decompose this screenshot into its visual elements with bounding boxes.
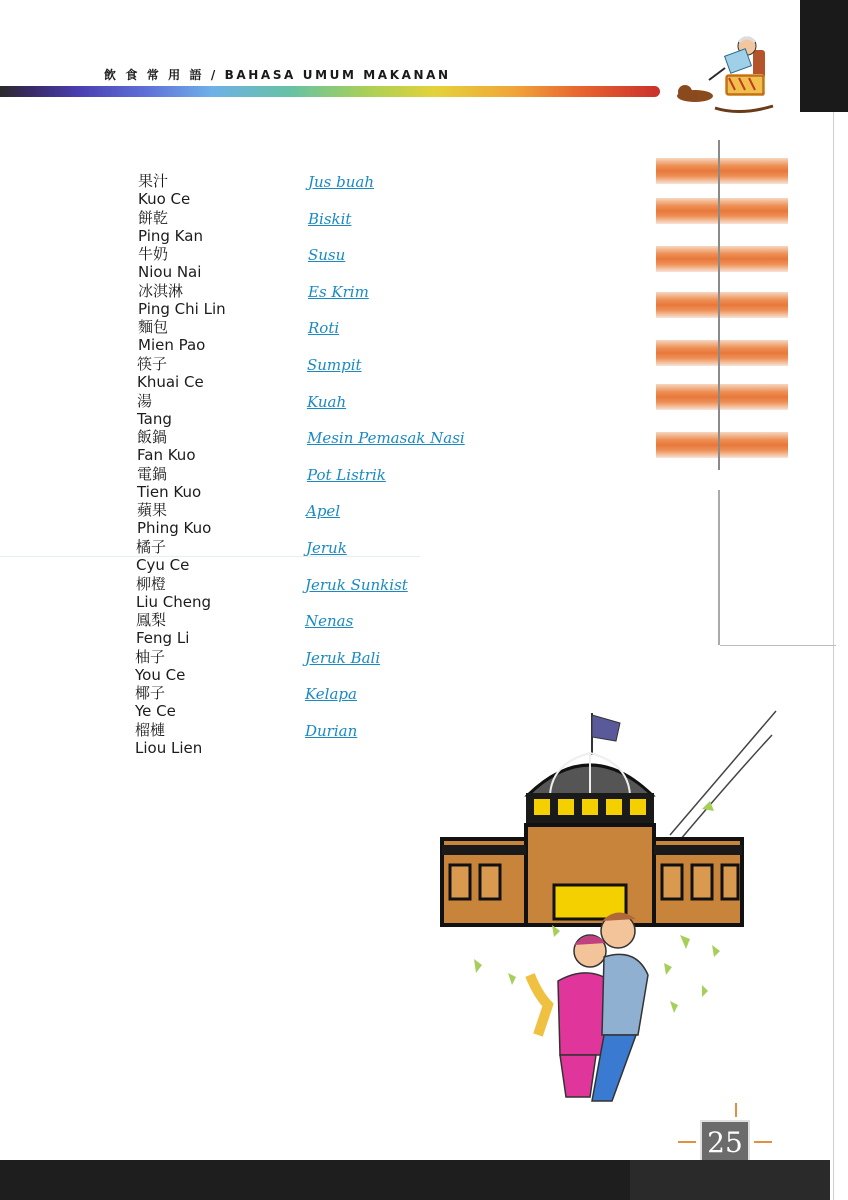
rainbow-header-bar: [0, 86, 660, 97]
right-edge-line: [833, 112, 834, 1200]
pinyin-term: Niou Nai: [138, 263, 202, 282]
pinyin-term: Tang: [137, 409, 172, 428]
malay-term: Roti: [308, 319, 340, 338]
list-item: [0, 538, 620, 575]
list-item: [0, 611, 620, 648]
orange-stripe-2: [656, 198, 788, 224]
page-number-tick-left: [678, 1141, 696, 1143]
list-item: [0, 282, 620, 319]
list-item: [0, 648, 620, 685]
list-item: [0, 501, 620, 538]
list-item: [0, 428, 620, 465]
pinyin-term: Ping Kan: [138, 226, 203, 245]
malay-term: Kuah: [307, 392, 347, 411]
page-number-tick-top: [735, 1103, 737, 1117]
stripe-vertical-line: [718, 140, 720, 470]
building-couple-illustration: [440, 705, 780, 1110]
pinyin-term: Cyu Ce: [136, 555, 190, 574]
page-number: 25: [700, 1120, 750, 1164]
chinese-term: 餅乾: [138, 208, 169, 227]
list-item: [0, 318, 620, 355]
list-item: [0, 392, 620, 429]
malay-term: Jus buah: [308, 173, 375, 191]
pinyin-term: Ye Ce: [135, 702, 176, 721]
orange-stripe-1: [656, 158, 788, 184]
chinese-term: 麵包: [138, 318, 169, 337]
malay-term: Jeruk Bali: [305, 648, 381, 667]
page-number-tick-right: [754, 1141, 772, 1143]
malay-term: Mesin Pemasak Nasi: [307, 429, 465, 448]
orange-stripe-6: [656, 384, 788, 410]
pinyin-term: Khuai Ce: [137, 372, 204, 391]
pinyin-term: Ping Chi Lin: [138, 299, 226, 318]
chinese-term: 筷子: [137, 354, 168, 373]
malay-term: Jeruk: [306, 538, 347, 557]
malay-term: Jeruk Sunkist: [305, 575, 408, 594]
chinese-term: 榴槤: [135, 720, 166, 739]
pinyin-term: Fan Kuo: [137, 446, 196, 465]
page-header-title: 飲 食 常 用 語 / BAHASA UMUM MAKANAN: [104, 68, 451, 82]
pinyin-term: Phing Kuo: [137, 519, 212, 538]
chinese-term: 牛奶: [138, 245, 169, 264]
orange-stripe-7: [656, 432, 788, 458]
pinyin-term: Feng Li: [136, 629, 190, 648]
malay-term: Nenas: [305, 612, 354, 631]
chinese-term: 蘋果: [137, 501, 168, 520]
pinyin-term: Liu Cheng: [136, 592, 212, 611]
right-horizontal-line: [720, 645, 836, 646]
pinyin-term: You Ce: [135, 665, 186, 684]
chinese-term: 柳橙: [136, 574, 167, 593]
orange-stripe-3: [656, 246, 788, 272]
malay-term: Susu: [308, 246, 346, 265]
orange-stripe-4: [656, 292, 788, 318]
pinyin-term: Kuo Ce: [138, 190, 191, 208]
lower-vertical-line: [718, 490, 720, 645]
bottom-dark-bar-right: [630, 1160, 830, 1200]
chinese-term: 柚子: [135, 647, 166, 666]
vocabulary-list: [0, 172, 620, 758]
pinyin-term: Liou Lien: [135, 738, 203, 757]
chinese-term: 冰淇淋: [138, 281, 184, 300]
bottom-dark-bar: [0, 1160, 630, 1200]
chinese-term: 鳳梨: [136, 611, 167, 630]
chinese-term: 橘子: [136, 537, 167, 556]
chinese-term: 飯鍋: [137, 428, 168, 447]
malay-term: Durian: [305, 721, 358, 740]
pinyin-term: Tien Kuo: [137, 482, 202, 501]
list-item: [0, 209, 620, 246]
malay-term: Pot Listrik: [307, 465, 386, 484]
orange-stripe-5: [656, 340, 788, 366]
malay-term: Sumpit: [307, 355, 362, 374]
list-item: [0, 245, 620, 282]
top-right-dark-tab: [800, 0, 848, 112]
list-item: [0, 465, 620, 502]
malay-term: Biskit: [308, 209, 352, 228]
chinese-term: 椰子: [135, 684, 166, 703]
chinese-term: 湯: [137, 391, 153, 410]
malay-term: Es Krim: [308, 282, 369, 301]
chinese-term: 電鍋: [137, 464, 168, 483]
old-man-rocking-chair-illustration: [655, 28, 785, 116]
list-item: [0, 575, 620, 612]
malay-term: Apel: [306, 502, 341, 521]
chinese-term: 果汁: [138, 172, 169, 190]
pinyin-term: Mien Pao: [138, 336, 206, 355]
list-item: [0, 172, 620, 209]
malay-term: Kelapa: [305, 685, 357, 704]
list-item: [0, 355, 620, 392]
